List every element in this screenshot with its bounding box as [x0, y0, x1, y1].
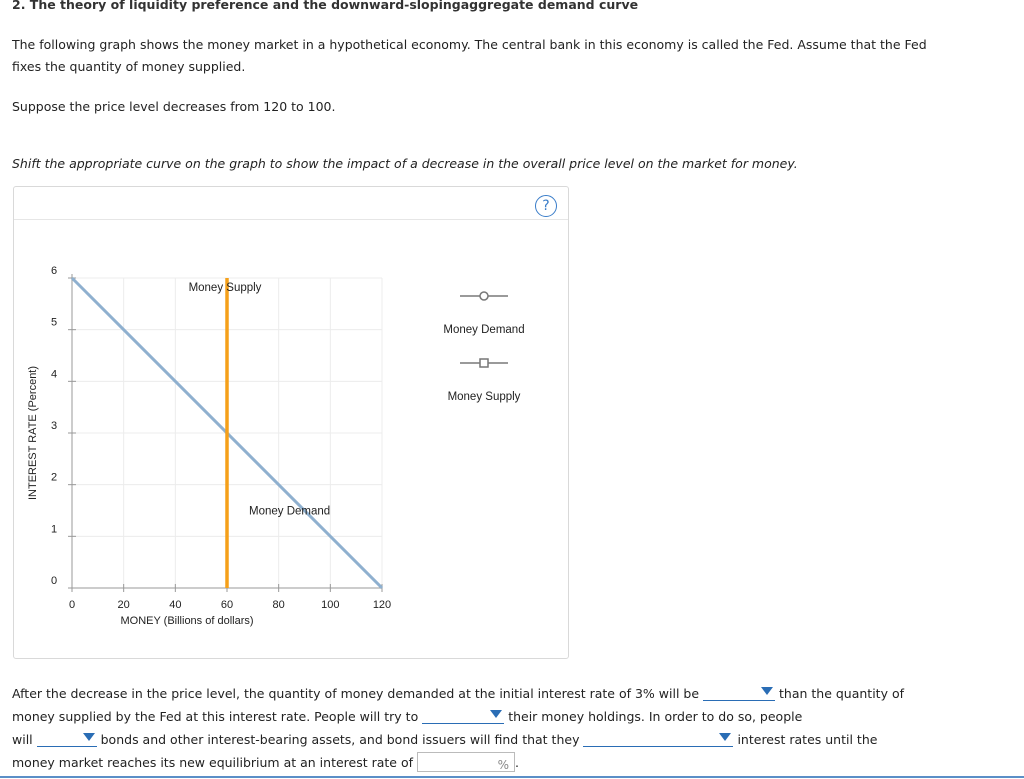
answer-text: After the decrease in the price level, the quantity of money demanded at the initial interest rate of 3% will be [12, 686, 700, 701]
question-heading: 2. The theory of liquidity preference and the downward-slopingaggregate demand curve [12, 0, 639, 12]
help-button[interactable]: ? [535, 195, 557, 217]
legend-money-demand-marker [480, 292, 488, 300]
y-tick-label: 5 [50, 316, 58, 329]
legend-money-supply-label: Money Supply [447, 391, 521, 403]
x-tick-label: 120 [372, 599, 392, 611]
answer-text: their money holdings. In order to do so, people [508, 709, 803, 724]
percent-unit: % [497, 758, 509, 772]
chevron-down-icon [83, 733, 95, 741]
x-tick-label: 60 [220, 599, 234, 611]
y-tick-label: 4 [50, 368, 58, 381]
price-level-statement: Suppose the price level decreases from 120 to 100. [12, 99, 336, 114]
answer-text: money market reaches its new equilibrium at an interest rate of [12, 755, 414, 770]
holdings-action-dropdown[interactable] [422, 708, 504, 724]
legend-money-supply-marker [480, 359, 488, 367]
answer-text: will [12, 732, 33, 747]
answer-text: bonds and other interest-bearing assets, and bond issuers will find that they [100, 732, 580, 747]
answer-text: than the quantity of [779, 686, 904, 701]
bond-action-dropdown[interactable] [37, 731, 97, 747]
intro-text-line-2: fixes the quantity of money supplied. [12, 59, 246, 74]
money-market-chart[interactable] [14, 187, 568, 658]
answer-period: . [515, 755, 519, 770]
answer-text: interest rates until the [737, 732, 878, 747]
y-axis-title: INTEREST RATE (Percent) [27, 365, 39, 501]
answer-line-4 [12, 751, 519, 774]
y-tick-label: 0 [50, 575, 58, 587]
y-tick-label: 3 [50, 420, 58, 432]
graph-panel [13, 186, 569, 659]
chevron-down-icon [490, 710, 502, 718]
x-tick-label: 80 [272, 599, 285, 611]
x-axis-title: MONEY (Billions of dollars) [120, 615, 254, 627]
chevron-down-icon [719, 733, 731, 741]
y-tick-label: 2 [50, 471, 58, 484]
intro-text-line-1: The following graph shows the money market in a hypothetical economy. The central bank in this economy is called the Fed. Assume that the Fed [12, 37, 927, 52]
x-tick-label: 0 [68, 599, 76, 611]
answer-text: money supplied by the Fed at this interest rate. People will try to [12, 709, 419, 724]
graph-instruction: Shift the appropriate curve on the graph to show the impact of a decrease in the overall price level on the market for money. [12, 156, 798, 171]
x-tick-label: 100 [321, 599, 340, 611]
chevron-down-icon [761, 687, 773, 695]
equilibrium-rate-input[interactable] [417, 752, 515, 772]
legend-money-demand-label: Money Demand [443, 324, 525, 336]
answer-line-1 [12, 682, 904, 705]
answer-line-2 [12, 705, 802, 728]
money-demand-curve-label: Money Demand [248, 505, 331, 518]
bottom-rule [0, 776, 1024, 778]
answer-line-3 [12, 728, 877, 751]
x-tick-label: 40 [169, 599, 182, 611]
money-supply-curve-label: Money Supply [188, 282, 262, 294]
comparison-dropdown[interactable] [703, 685, 775, 701]
y-tick-label: 1 [50, 523, 58, 536]
x-tick-label: 20 [117, 599, 130, 611]
y-tick-label: 6 [50, 265, 58, 277]
interest-rate-action-dropdown[interactable] [583, 731, 733, 747]
